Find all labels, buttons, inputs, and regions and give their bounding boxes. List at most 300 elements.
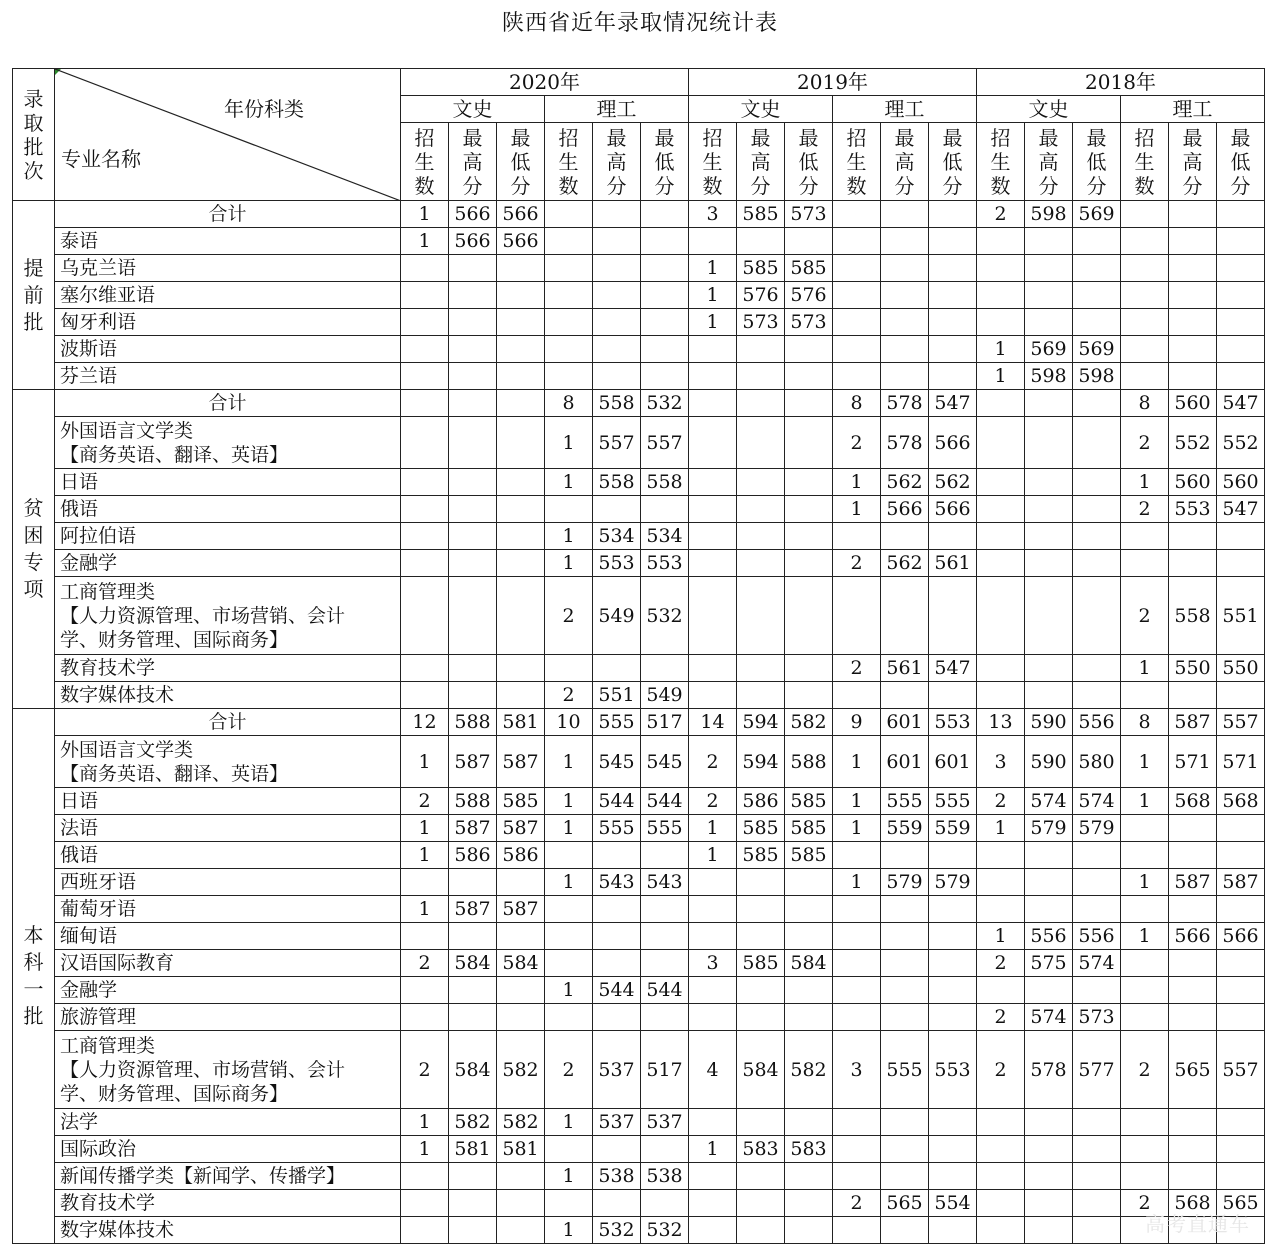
value-cell [689,1163,737,1190]
value-cell: 537 [593,1109,641,1136]
subcol-header-5-2: 最低分 [1217,123,1265,201]
value-cell [593,1004,641,1031]
subcol-header-4-0: 招生数 [977,123,1025,201]
value-cell [1121,309,1169,336]
value-cell: 1 [977,363,1025,390]
value-cell [689,896,737,923]
value-cell [497,469,545,496]
value-cell [1169,896,1217,923]
value-cell [689,977,737,1004]
major-name [55,1031,401,1109]
value-cell [881,523,929,550]
value-cell [497,550,545,577]
value-cell [1025,550,1073,577]
value-cell: 588 [785,736,833,788]
subcol-header-3-1: 最高分 [881,123,929,201]
total-label [55,709,401,736]
value-cell: 9 [833,709,881,736]
major-name-line: 日语 [60,471,99,493]
value-cell [1217,336,1265,363]
value-cell: 549 [641,682,689,709]
value-cell [833,923,881,950]
value-cell [737,682,785,709]
value-cell: 556 [1073,709,1121,736]
value-cell [1169,950,1217,977]
value-cell [641,309,689,336]
value-cell [785,363,833,390]
value-cell: 587 [1217,869,1265,896]
value-cell [881,682,929,709]
table-row [13,201,1265,228]
value-cell [929,309,977,336]
value-cell: 566 [929,496,977,523]
value-cell: 579 [1073,815,1121,842]
page-title: 陕西省近年录取情况统计表 [501,11,778,36]
value-cell [689,550,737,577]
value-cell [737,363,785,390]
value-cell: 2 [689,788,737,815]
major-name-line: 数字媒体技术 [60,1219,175,1241]
value-cell [545,655,593,682]
value-cell: 555 [881,1031,929,1109]
major-name-line: 【商务英语、翻译、英语】 [60,443,289,466]
value-cell [401,390,449,417]
major-name [55,736,401,788]
value-cell: 573 [785,309,833,336]
major-name-line: 学、财务管理、国际商务】 [60,1082,289,1105]
value-cell [449,469,497,496]
table-row [13,1109,1265,1136]
value-cell [449,869,497,896]
value-cell [545,1190,593,1217]
value-cell: 594 [737,709,785,736]
value-cell: 585 [785,842,833,869]
value-cell: 534 [593,523,641,550]
value-cell: 569 [1073,201,1121,228]
value-cell [593,255,641,282]
subcol-header-0-0: 招生数 [401,123,449,201]
value-cell [689,417,737,469]
value-cell [881,1004,929,1031]
value-cell [977,550,1025,577]
value-cell [593,228,641,255]
table-row [13,655,1265,682]
value-cell [881,577,929,655]
table-row [13,496,1265,523]
value-cell [593,336,641,363]
value-cell: 1 [1121,923,1169,950]
value-cell [497,255,545,282]
value-cell [977,469,1025,496]
table-row [13,255,1265,282]
value-cell: 586 [497,842,545,869]
value-cell [449,1217,497,1244]
value-cell: 585 [785,788,833,815]
value-cell: 2 [977,201,1025,228]
value-cell: 1 [977,923,1025,950]
value-cell: 582 [449,1109,497,1136]
major-name-line: 塞尔维亚语 [60,284,156,306]
value-cell [497,977,545,1004]
value-cell: 576 [737,282,785,309]
value-cell: 2 [1121,417,1169,469]
table-row [13,577,1265,655]
category-header-0-1: 理工 [545,96,689,123]
value-cell: 2 [1121,1190,1169,1217]
value-cell [1073,282,1121,309]
value-cell: 1 [545,1163,593,1190]
value-cell: 3 [977,736,1025,788]
value-cell [689,496,737,523]
value-cell: 566 [1217,923,1265,950]
value-cell [1169,842,1217,869]
value-cell [449,550,497,577]
value-cell [593,309,641,336]
value-cell: 585 [497,788,545,815]
value-cell [1025,417,1073,469]
value-cell: 3 [689,950,737,977]
value-cell: 584 [737,1031,785,1109]
value-cell: 537 [593,1031,641,1109]
value-cell [929,228,977,255]
value-cell: 549 [593,577,641,655]
year-header-1: 2019年 [689,69,977,96]
value-cell: 582 [785,1031,833,1109]
value-cell: 532 [593,1217,641,1244]
value-cell: 532 [641,577,689,655]
value-cell [737,1217,785,1244]
value-cell [1217,282,1265,309]
value-cell [1169,336,1217,363]
value-cell [785,655,833,682]
value-cell: 575 [1025,950,1073,977]
value-cell [593,1136,641,1163]
value-cell [1025,1163,1073,1190]
value-cell: 580 [1073,736,1121,788]
value-cell [1121,336,1169,363]
value-cell [641,363,689,390]
corner-diagonal [55,69,401,201]
value-cell [497,1163,545,1190]
value-cell: 568 [1169,1190,1217,1217]
major-name [55,417,401,469]
major-name [55,469,401,496]
major-name-line: 乌克兰语 [60,257,137,279]
major-name [55,923,401,950]
value-cell [641,923,689,950]
value-cell: 581 [497,1136,545,1163]
value-cell [785,1190,833,1217]
value-cell: 1 [545,815,593,842]
value-cell [833,309,881,336]
value-cell [497,309,545,336]
value-cell [1121,896,1169,923]
value-cell [737,896,785,923]
value-cell [1073,523,1121,550]
value-cell: 1 [1121,869,1169,896]
value-cell [1121,201,1169,228]
value-cell [785,577,833,655]
value-cell [929,363,977,390]
value-cell: 574 [1025,788,1073,815]
value-cell [689,390,737,417]
value-cell [929,950,977,977]
value-cell [977,1136,1025,1163]
value-cell: 558 [593,390,641,417]
value-cell [1169,815,1217,842]
table-row [13,896,1265,923]
value-cell [881,842,929,869]
value-cell [785,1004,833,1031]
value-cell: 1 [401,201,449,228]
major-name [55,282,401,309]
value-cell [977,417,1025,469]
major-name [55,655,401,682]
major-name-line: 教育技术学 [60,657,156,679]
value-cell [1169,1136,1217,1163]
value-cell: 560 [1169,469,1217,496]
value-cell [833,282,881,309]
value-cell [977,309,1025,336]
value-cell [1169,550,1217,577]
value-cell [1121,1163,1169,1190]
major-name-line: 工商管理类 [60,580,156,603]
value-cell: 598 [1073,363,1121,390]
value-cell [977,977,1025,1004]
value-cell [641,655,689,682]
value-cell [881,1163,929,1190]
value-cell [545,896,593,923]
value-cell [977,390,1025,417]
value-cell: 1 [401,815,449,842]
table-row [13,736,1265,788]
value-cell [737,469,785,496]
major-name-line: 西班牙语 [60,871,137,893]
value-cell [1169,977,1217,1004]
major-name-line: 俄语 [60,498,99,520]
value-cell [1073,682,1121,709]
table-row [13,1163,1265,1190]
value-cell [497,336,545,363]
value-cell: 551 [1217,577,1265,655]
value-cell [1025,869,1073,896]
value-cell [737,417,785,469]
value-cell: 544 [593,977,641,1004]
year-header-2: 2018年 [977,69,1265,96]
value-cell: 1 [401,736,449,788]
value-cell [737,1190,785,1217]
value-cell: 558 [593,469,641,496]
value-cell: 586 [449,842,497,869]
value-cell [689,228,737,255]
value-cell: 566 [497,201,545,228]
value-cell [1121,950,1169,977]
value-cell: 561 [929,550,977,577]
table-row [13,523,1265,550]
value-cell [641,950,689,977]
value-cell: 3 [689,201,737,228]
value-cell: 1 [689,842,737,869]
value-cell [785,228,833,255]
major-name-line: 工商管理类 [60,1034,156,1057]
value-cell [497,869,545,896]
value-cell: 579 [1025,815,1073,842]
value-cell [929,842,977,869]
value-cell: 2 [977,788,1025,815]
value-cell [1217,1136,1265,1163]
value-cell [785,1163,833,1190]
value-cell [881,255,929,282]
value-cell [1073,1190,1121,1217]
major-name-line: 泰语 [60,230,99,252]
value-cell [833,523,881,550]
value-cell [1025,282,1073,309]
value-cell [1121,1136,1169,1163]
value-cell: 588 [449,788,497,815]
value-cell [1025,682,1073,709]
value-cell [785,1217,833,1244]
value-cell [593,950,641,977]
value-cell [545,309,593,336]
value-cell [497,523,545,550]
value-cell [929,1217,977,1244]
value-cell [689,682,737,709]
value-cell: 585 [737,255,785,282]
value-cell [401,469,449,496]
value-cell [1025,842,1073,869]
value-cell [545,336,593,363]
value-cell: 8 [1121,390,1169,417]
table-row [13,815,1265,842]
value-cell [1025,977,1073,1004]
value-cell: 594 [737,736,785,788]
major-name [55,1004,401,1031]
value-cell: 2 [545,577,593,655]
value-cell: 543 [593,869,641,896]
major-name-line: 新闻传播学类【新闻学、传播学】 [60,1165,346,1187]
value-cell [497,496,545,523]
value-cell [401,577,449,655]
value-cell: 578 [881,417,929,469]
major-name [55,815,401,842]
value-cell: 2 [401,788,449,815]
value-cell: 2 [977,1031,1025,1109]
value-cell: 2 [1121,496,1169,523]
value-cell [1121,255,1169,282]
value-cell [929,682,977,709]
batch-cell-2: 本科一批 [13,709,55,1244]
major-name-line: 数字媒体技术 [60,684,175,706]
value-cell [833,682,881,709]
value-cell: 1 [833,736,881,788]
value-cell: 587 [449,896,497,923]
value-cell [641,282,689,309]
value-cell: 1 [1121,736,1169,788]
value-cell [1073,390,1121,417]
category-header-2-0: 文史 [977,96,1121,123]
value-cell [593,842,641,869]
value-cell: 557 [593,417,641,469]
major-name [55,228,401,255]
major-name [55,788,401,815]
value-cell [737,1163,785,1190]
value-cell: 2 [977,1004,1025,1031]
value-cell [881,977,929,1004]
value-cell: 2 [545,682,593,709]
value-cell: 581 [449,1136,497,1163]
subcol-header-4-2: 最低分 [1073,123,1121,201]
value-cell [833,228,881,255]
value-cell [977,228,1025,255]
value-cell [689,336,737,363]
value-cell: 1 [1121,469,1169,496]
category-header-1-1: 理工 [833,96,977,123]
major-name [55,1190,401,1217]
value-cell [449,336,497,363]
value-cell [785,869,833,896]
value-cell: 587 [1169,709,1217,736]
value-cell [1217,1109,1265,1136]
value-cell [881,363,929,390]
value-cell [737,869,785,896]
value-cell [737,550,785,577]
major-name-line: 缅甸语 [60,925,118,947]
value-cell: 1 [401,1109,449,1136]
value-cell: 585 [737,950,785,977]
value-cell: 566 [497,228,545,255]
value-cell [1217,201,1265,228]
value-cell [497,282,545,309]
value-cell [1169,309,1217,336]
value-cell: 565 [881,1190,929,1217]
value-cell: 584 [449,1031,497,1109]
value-cell [1169,282,1217,309]
value-cell: 1 [545,523,593,550]
corner-header [55,69,401,201]
value-cell: 1 [833,788,881,815]
major-name-line: 旅游管理 [60,1006,137,1028]
value-cell: 545 [593,736,641,788]
value-cell: 544 [641,977,689,1004]
table-row [13,842,1265,869]
value-cell [449,977,497,1004]
value-cell [689,1190,737,1217]
value-cell: 553 [929,1031,977,1109]
value-cell [1217,977,1265,1004]
value-cell [497,363,545,390]
subcol-header-1-1: 最高分 [593,123,641,201]
value-cell [449,390,497,417]
value-cell [737,577,785,655]
value-cell: 574 [1073,950,1121,977]
value-cell: 2 [545,1031,593,1109]
value-cell: 8 [1121,709,1169,736]
value-cell [1073,1136,1121,1163]
value-cell [449,363,497,390]
value-cell: 532 [641,390,689,417]
value-cell [1073,977,1121,1004]
value-cell [881,923,929,950]
major-name-line: 日语 [60,790,99,812]
value-cell [689,577,737,655]
value-cell [545,950,593,977]
value-cell [449,1163,497,1190]
major-name-line: 外国语言文学类 [60,738,194,761]
value-cell: 1 [689,309,737,336]
value-cell [401,523,449,550]
value-cell: 1 [1121,788,1169,815]
value-cell: 584 [785,950,833,977]
